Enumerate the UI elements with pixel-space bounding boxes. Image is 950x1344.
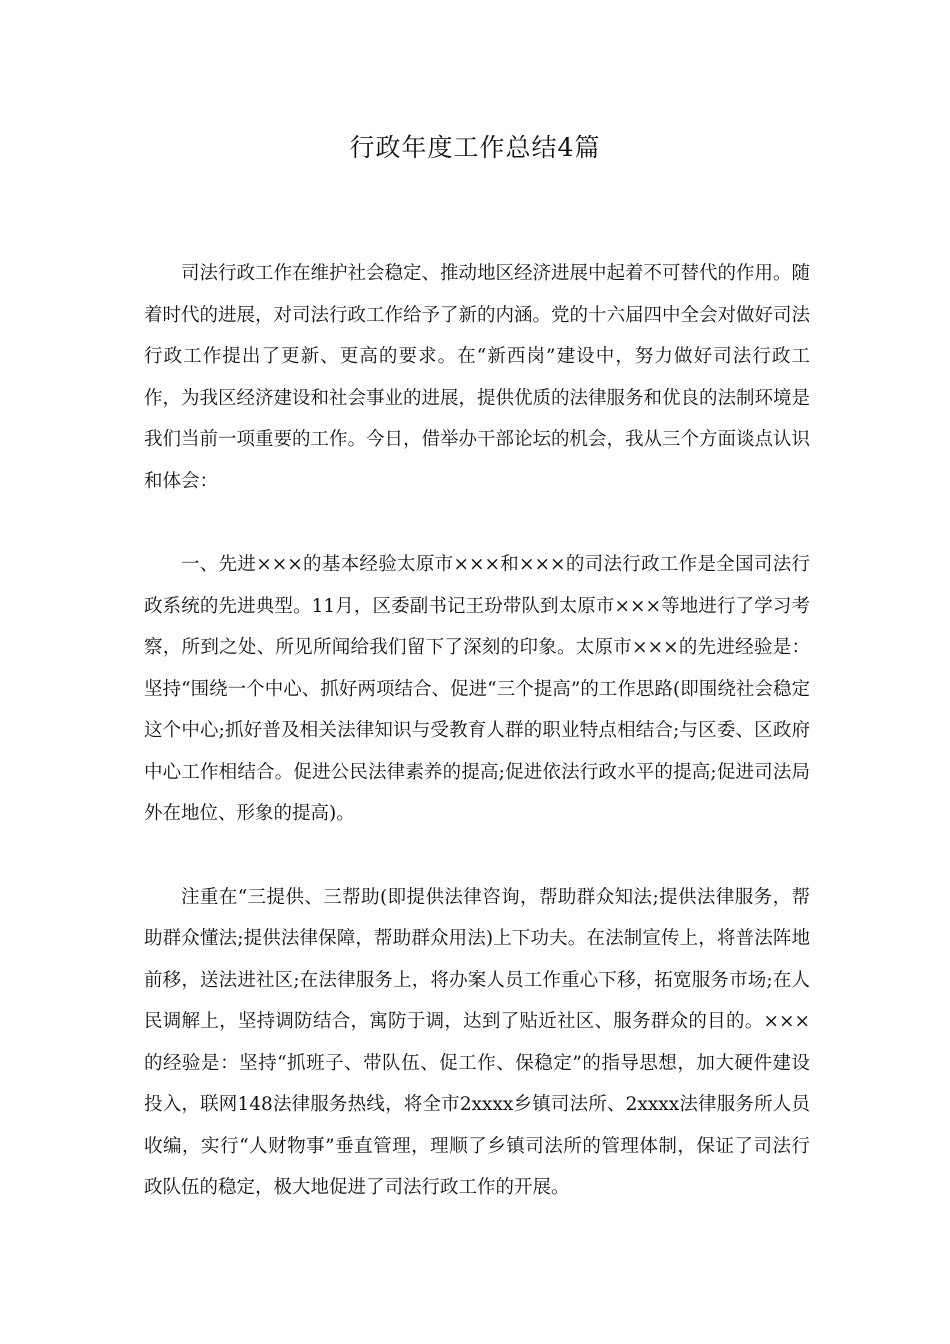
document-title: 行政年度工作总结4篇 xyxy=(349,133,601,162)
paragraph-section-one: 一、先进×××的基本经验太原市×××和×××的司法行政工作是全国司法行政系统的先进典型。11月，区委副书记王玢带队到太原市×××等地进行了学习考察，所到之处、所见所闻给我们留下了深刻的印象。太原市×××的先进经验是：坚持“围绕一个中心、抓好两项结合、促进“三个提高”的工作思路(即围绕社会稳定这个中心;抓好普及相关法律知识与受教育人群的职业特点相结合;与区委、区政府中心工作相结合。促进公民法律素养的提高;促进依法行政水平的提高;促进司法局外在地位、形象的提高)。 xyxy=(144,554,810,824)
document-body xyxy=(144,253,810,1251)
paragraph-service-focus: 注重在“三提供、三帮助(即提供法律咨询，帮助群众知法;提供法律服务，帮助群众懂法;提供法律保障，帮助群众用法)上下功夫。在法制宣传上，将普法阵地前移，送法进社区;在法律服务上，将办案人员工作重心下移，拓宽服务市场;在人民调解上，坚持调防结合，寓防于调，达到了贴近社区、服务群众的目的。×××的经验是：坚持“抓班子、带队伍、促工作、保稳定”的指导思想，加大硬件建设投入，联网148法律服务热线，将全市2xxxx乡镇司法所、2xxxx法律服务所人员收编，实行“人财物事”垂直管理，理顺了乡镇司法所的管理体制，保证了司法行政队伍的稳定，极大地促进了司法行政工作的开展。 xyxy=(144,886,810,1198)
paragraph-intro: 司法行政工作在维护社会稳定、推动地区经济进展中起着不可替代的作用。随着时代的进展，对司法行政工作给予了新的内涵。党的十六届四中全会对做好司法行政工作提出了更新、更高的要求。在“新西岗”建设中，努力做好司法行政工作，为我区经济建设和社会事业的进展，提供优质的法律服务和优良的法制环境是我们当前一项重要的工作。今日，借举办干部论坛的机会，我从三个方面谈点认识和体会： xyxy=(144,263,811,492)
